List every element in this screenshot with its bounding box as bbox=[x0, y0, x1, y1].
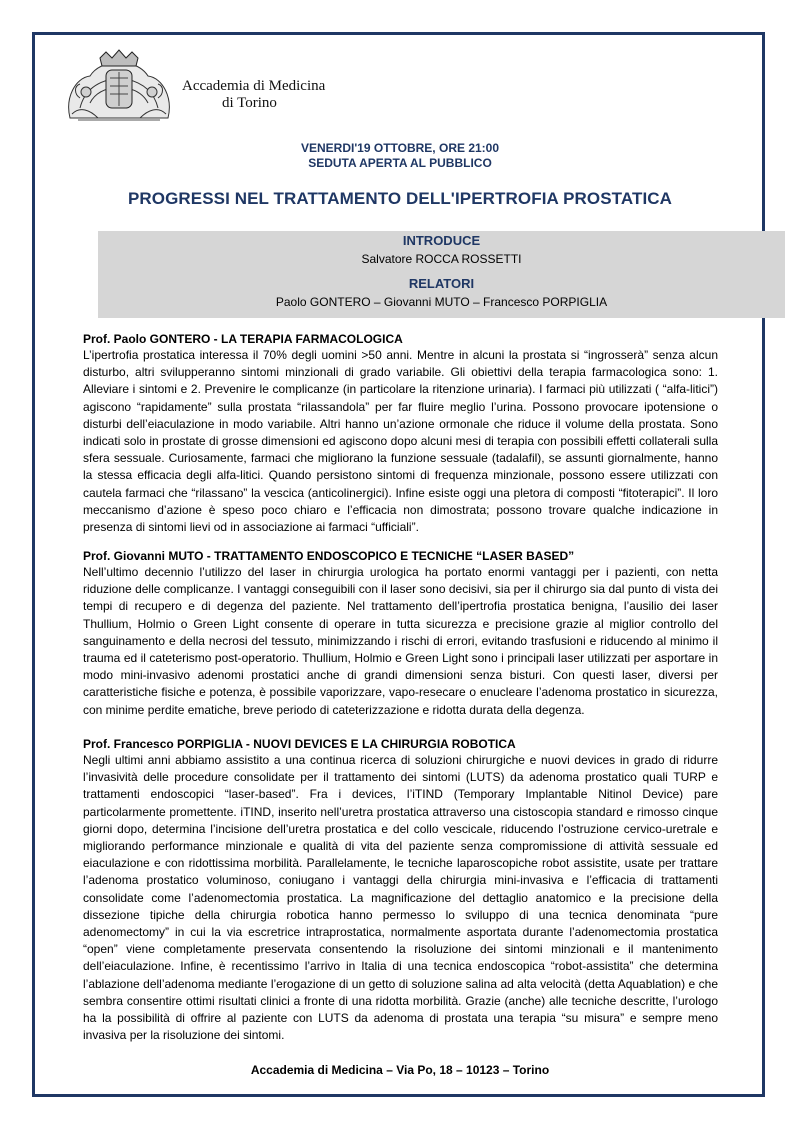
section-body: L’ipertrofia prostatica interessa il 70% degli uomini >50 anni. Mentre in alcuni la prostata si “ingrosserà” senza alcun disturbo, altri svilupperanno sintomi minzionali di grado variabile. Gli obiettivi della terapia farmacologica sono: 1. Alleviare i sintomi e 2. Prevenire le complicanze (in particolare la ritenzione urinaria). I farmaci più utilizzati ( “alfa-litici”) agiscono “rapidamente” sulla prostata “rilassandola” per far fluire meglio l’urina. Possono provocare ipotensione o disturbi dell’eiaculazione in modo variabile. Altri hanno un’azione ormonale che riduce il volume della prostata. Sono indicati solo in prostate di grosse dimensioni ed agiscono dopo alcuni mesi di terapia con possibili effetti collaterali sulla sfera sessuale. Curiosamente, farmaci che migliorano la funzione sessuale (tadalafil), se assunti giornalmente, hanno la stessa efficacia degli alfa-litici. Quando persistono sintomi di frequenza minzionale, possono essere utilizzati con cautela farmaci che “rilassano” la vescica (anticolinergici). Infine esiste oggi una pletora di composti “fitoterapici”. Il loro meccanismo d’azione è speso poco chiaro e l’efficacia non dimostrata; possono trovare qualche indicazione in presenza di sintomi lievi od in associazione ai farmaci “ufficiali”. bbox=[83, 348, 718, 535]
section-porpiglia bbox=[83, 736, 718, 1044]
relatori-label: RELATORI bbox=[408, 276, 475, 291]
section-body: Negli ultimi anni abbiamo assistito a una continua ricerca di soluzioni chirurgiche e nuovi devices in grado di ridurre l’invasività delle procedure consolidate per il trattamento dei sintomi (LUTS) da adenoma prostatico quali TURP e trattamenti endoscopici “laser-based”. Fra i devices, l’iTIND (Temporary Implantable Nitinol Device) pare particolarmente promettente. iTIND, inserito nell’uretra prostatica attraverso una cistoscopia standard e rimosso cinque giorni dopo, determina l’incisione dell’uretra prostatica e del collo vescicale, riducendo l’ostruzione cervico-uretrale e migliorando performance minzionale e qualità di vita del paziente senza compromissione di attività sessuale ed eiaculazione e con ridottissima morbilità. Parallelamente, le tecniche laparoscopiche robot assistite, usate per trattare l’adenoma prostatico voluminoso, coniugano i vantaggi della chirurgia mini-invasiva e l’efficacia di trattamenti consolidate come l’adenomectomia prostatica. La magnificazione del dettaglio anatomico e la precisione della dissezione tipiche della chirurgia robotica hanno permesso lo sviluppo di una tecnica denominata “pure adenomectomy” in cui la via escretrice intraprostatica, normalmente asportata durante l’adenomectomia prostatica “open” viene completamente preservata consentendo la risoluzione dei sintomi minzionali e il mantenimento dell’eiaculazione. Infine, è recentissimo l’arrivo in Italia di una tecnica endoscopica “robot-assistita” che determina l’ablazione dell’adenoma mediante l’erogazione di un getto di soluzione salina ad alta velocità (detta Aquablation) e che sembra consentire ottimi risultati clinici a fronte di una ridotta morbilità. Grazie (anche) alle tecniche descritte, l’urologo ha la possibilità di offrire al paziente con LUTS da adenoma di prostata una terapia “su misura” e sempre meno invasiva per la risoluzione dei sintomi. bbox=[83, 753, 718, 1043]
org-name-line1: Accademia di Medicina bbox=[182, 78, 326, 94]
section-heading: Prof. Francesco PORPIGLIA - NUOVI DEVICES E LA CHIRURGIA ROBOTICA bbox=[83, 737, 516, 751]
section-muto bbox=[83, 548, 718, 719]
academy-crest-logo bbox=[60, 48, 178, 128]
introducer-name: Salvatore ROCCA ROSSETTI bbox=[361, 252, 522, 266]
section-body: Nell’ultimo decennio l’utilizzo del laser in chirurgia urologica ha portato enormi vantaggi per i pazienti, con netta riduzione delle complicanze. I vantaggi conseguibili con il laser sono decisivi, sia per il chirurgo sia dal punto di vista dei tempi di recupero e di degenza del paziente. Nel trattamento dell’ipertrofia prostatica benigna, l’ausilio dei laser Thullium, Holmio o Green Light consente di operare in tutta sicurezza e precisione grazie al miglior controllo del sanguinamento e della necrosi del tessuto, minimizzando i rischi di errori, evitando trasfusioni e riducendo al minimo il trauma ed il cateterismo post-operatorio. Thullium, Holmio e Green Light sono i principali laser utilizzati per asportare in modo mini-invasivo adenomi prostatici anche di grandi dimensioni senza bisturi. Con questi laser, diversi per caratteristiche fisiche e potenza, è possibile vaporizzare, vapo-resecare o enucleare l’adenoma prostatico in sicurezza, con minime perdite ematiche, breve periodo di cateterizzazione e ridotta durata della degenza. bbox=[83, 565, 718, 717]
speakers-box bbox=[98, 231, 785, 318]
section-heading: Prof. Giovanni MUTO - TRATTAMENTO ENDOSCOPICO E TECNICHE “LASER BASED” bbox=[83, 549, 575, 563]
footer-address: Accademia di Medicina – Via Po, 18 – 10123 – Torino bbox=[250, 1063, 550, 1077]
relatori-names: Paolo GONTERO – Giovanni MUTO – Francesco PORPIGLIA bbox=[275, 295, 608, 309]
section-gontero bbox=[83, 331, 718, 536]
header bbox=[60, 48, 380, 128]
organization-name bbox=[182, 78, 325, 112]
event-subtitle: SEDUTA APERTA AL PUBBLICO bbox=[308, 156, 492, 170]
event-date-block bbox=[0, 141, 800, 171]
section-heading: Prof. Paolo GONTERO - LA TERAPIA FARMACOLOGICA bbox=[83, 332, 403, 346]
page-title: PROGRESSI NEL TRATTAMENTO DELL'IPERTROFIA PROSTATICA bbox=[127, 189, 673, 208]
event-date: VENERDI'19 OTTOBRE, ORE 21:00 bbox=[300, 141, 500, 155]
org-name-line2: di Torino bbox=[222, 95, 277, 111]
introduce-label: INTRODUCE bbox=[402, 233, 481, 248]
